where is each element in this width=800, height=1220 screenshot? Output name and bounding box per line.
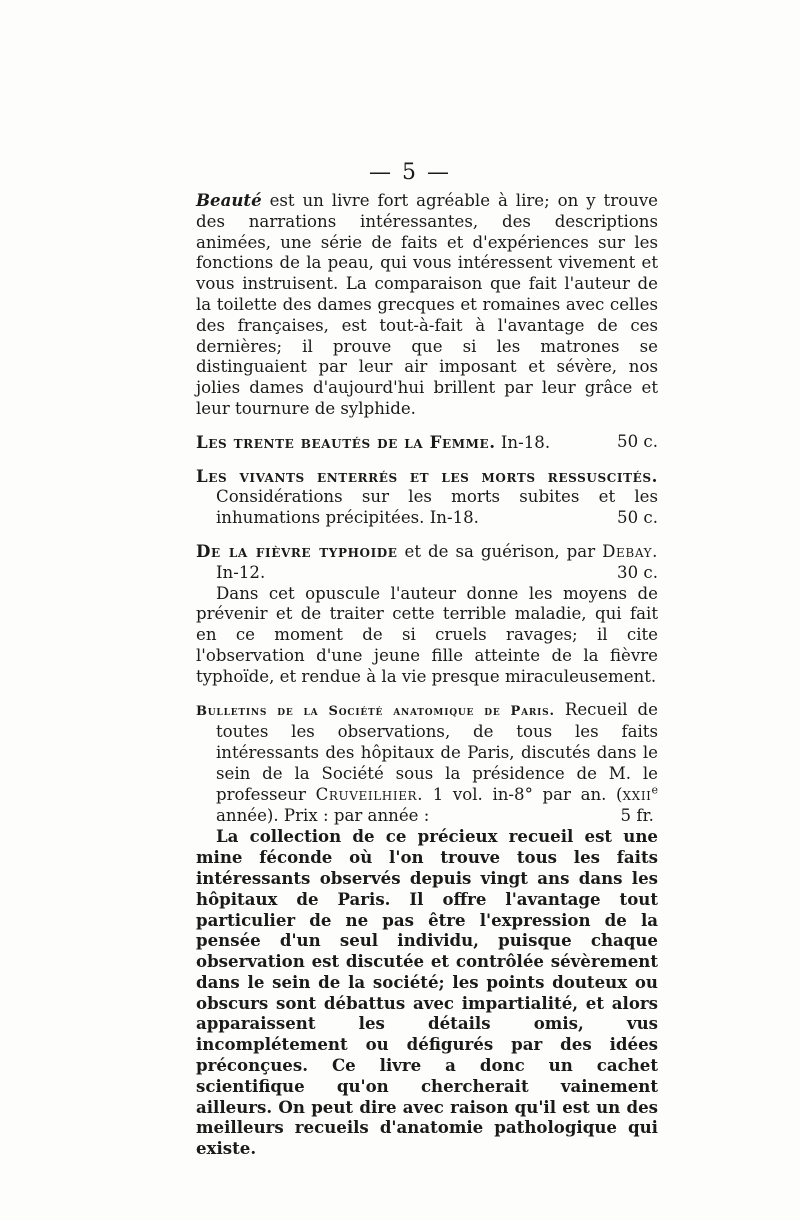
entry-format: In-18. [500,432,551,452]
entry-bulletins-societe [196,700,658,827]
entry-fievre-description: Dans cet opuscule l'auteur donne les moyens de prévenir et de traiter cette terrible maladie, qui fait en ce moment de si cruels ravages; il cite l'observation d'une jeune fille atteinte de la fièvre typhoïde, et rendue à la vie presque miraculeusement. [196,583,658,686]
intro-text: est un livre fort agréable à lire; on y trouve des narrations intéressantes, des descriptions animées, une série de faits et d'expériences sur les fonctions de la peau, qui vous intéressent vivement et vous instruisent. La comparaison que fait l'auteur de la toilette des dames grecques et romaines avec celles des françaises, est tout-à-fait à l'avantage de ces dernières; il prouve que si les matrones se distinguaient par leur air imposant et sévère, nos jolies dames d'aujourd'hui brillent par leur grâce et leur tournure de sylphide. [196,191,659,418]
entry-author: Cruveilhier. [315,784,424,804]
entry-price: 5 fr. [620,805,654,825]
entry-trente-beautes [196,432,658,454]
page-number: — 5 — [369,160,451,185]
entry-title: Les vivants enterrés et les morts ressuscités. [196,465,658,486]
text-column [196,190,658,1159]
entry-description-b: 1 vol. in-8° par an. ( [432,784,623,804]
entry-year-roman: xxii [622,784,652,804]
entry-description: Considérations sur les morts subites et les inhumations précipitées. In-18. [216,487,658,528]
entry-title: Les trente beautés de la Femme. [196,431,496,452]
entry-year-sup: e [651,783,659,797]
entry-title: De la fièvre typhoide [196,540,398,561]
entry-price: 50 c. [617,508,658,528]
intro-paragraph [196,190,658,420]
entry-author: Debay. [602,541,658,561]
entry-price: 30 c. [617,562,658,582]
entry-vivants-enterres [196,466,658,529]
entry-fievre-typhoide [196,541,658,584]
entry-title: Bulletins de la Société anatomique de Paris. [196,703,555,719]
entry-bulletins-long-description: La collection de ce précieux recueil est une mine féconde où l'on trouve tous les faits intéressants observés depuis vingt ans dans les hôpitaux de Paris. Il offre l'avantage tout particulier de ne pas être l'expression de la pensée d'un seul individu, puisque chaque observation est discutée et contrôlée sévèrement dans le sein de la société; les points douteux ou obscurs sont débattus avec impartialité, et alors apparaissent les détails omis, vus incomplétement ou défigurés par des idées préconçues. Ce livre a donc un cachet scientifique qu'on chercherait vainement ailleurs. On peut dire avec raison qu'il est un des meilleurs recueils d'anatomie pathologique qui existe. [196,826,658,1159]
entry-description-a: Recueil de toutes les observations, de tous les faits intéressants des hôpitaux de Paris, discutés dans le sein de la Société sous la présidence de M. le professeur [216,699,659,804]
entry-description-c: année). Prix : par année : [216,805,430,825]
intro-title-word: Beauté [196,190,262,210]
entry-price: 50 c. [617,431,658,451]
entry-format: In-12. [216,562,266,582]
entry-title-rest: et de sa guérison, par [404,541,596,561]
